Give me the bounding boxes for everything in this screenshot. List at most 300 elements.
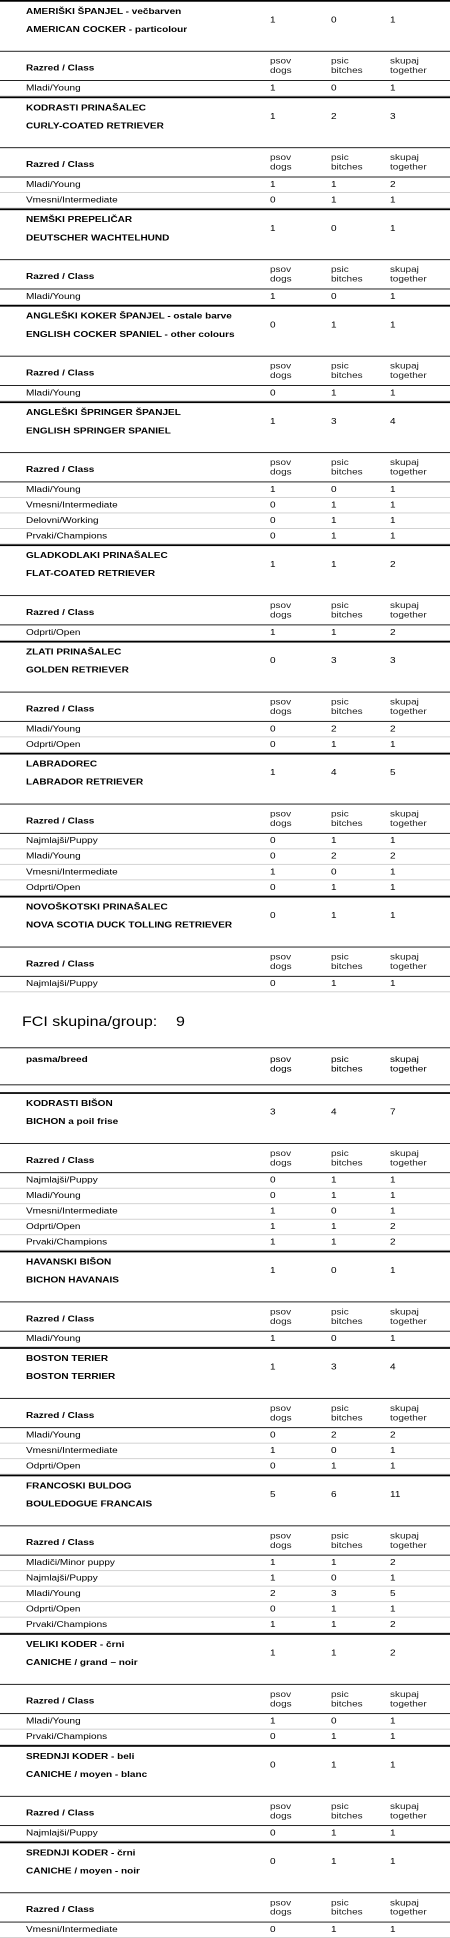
dogs-header: psov dogs: [270, 153, 292, 173]
breed-total: 3: [390, 111, 396, 122]
class-count: 1: [390, 1446, 396, 1456]
breed-total: 4: [390, 416, 396, 427]
group-number: 9: [176, 1014, 185, 1030]
breed-row: [0, 753, 450, 805]
breed-name-english: DEUTSCHER WACHTELHUND: [26, 233, 170, 243]
class-count: 1: [390, 1716, 396, 1727]
class-header-row: [0, 453, 450, 482]
class-count: 1: [270, 1620, 276, 1630]
dogs-header: psov dogs: [270, 1055, 292, 1075]
class-count: 0: [270, 531, 276, 541]
class-count: 1: [270, 1446, 276, 1456]
breed-name-local: SREDNJI KODER - beli: [26, 1751, 135, 1762]
class-count: 1: [390, 836, 396, 846]
class-count: 0: [331, 83, 337, 94]
dogs-header: psov dogs: [270, 1689, 292, 1709]
breed-name-local: AMERIŠKI ŠPANJEL - večbarven: [26, 6, 182, 17]
class-count: 2: [390, 1558, 396, 1568]
breed-total: 1: [390, 1760, 396, 1771]
class-name: Odprti/Open: [26, 739, 81, 750]
breed-total: 3: [331, 1362, 337, 1373]
breed-total: 4: [390, 1362, 396, 1373]
together-header: skupaj together: [390, 1149, 427, 1168]
breed-total: 1: [390, 320, 396, 330]
class-count: 5: [390, 1589, 396, 1599]
breed-name-english: BICHON a poil frise: [26, 1117, 119, 1127]
breed-total: 1: [270, 111, 276, 122]
class-count: 2: [270, 1589, 276, 1599]
class-count: 1: [390, 1604, 396, 1615]
breed-total: 0: [331, 223, 337, 234]
class-row: [0, 1332, 450, 1348]
class-name: Mladi/Young: [26, 1589, 81, 1599]
class-count: 0: [331, 1716, 337, 1727]
breed-name-local: LABRADOREC: [26, 759, 98, 770]
class-name: Vmesni/Intermediate: [26, 1446, 118, 1456]
class-count: 1: [331, 531, 337, 541]
breed-name-local: NEMŠKI PREPELIČAR: [26, 215, 133, 225]
breed-row: [0, 305, 450, 357]
bitches-header: psic bitches: [331, 458, 363, 478]
bitches-header: psic bitches: [331, 1307, 363, 1327]
class-count: 2: [390, 1620, 396, 1630]
breed-row: [0, 1745, 450, 1797]
class-count: 1: [390, 1573, 396, 1584]
class-row: [0, 1571, 450, 1587]
class-header-row: [0, 260, 450, 289]
dogs-header: psov dogs: [270, 697, 292, 717]
together-header: skupaj together: [390, 458, 427, 478]
together-header: skupaj together: [390, 697, 427, 717]
breed-header-label: pasma/breed: [26, 1055, 88, 1065]
class-count: 0: [270, 1604, 276, 1615]
breed-name-english: BOULEDOGUE FRANCAIS: [26, 1499, 153, 1510]
breed-name-english: NOVA SCOTIA DUCK TOLLING RETRIEVER: [26, 920, 233, 931]
together-header: skupaj together: [390, 1055, 427, 1075]
breed-name-local: KODRASTI PRINAŠALEC: [26, 103, 147, 113]
breed-name-english: CANICHE / moyen - blanc: [26, 1770, 148, 1780]
breed-total: 1: [331, 559, 337, 570]
class-row: [0, 977, 450, 993]
class-count: 0: [331, 867, 337, 877]
class-row: [0, 289, 450, 305]
class-count: 1: [331, 882, 337, 893]
breed-name-local: NOVOŠKOTSKI PRINAŠALEC: [26, 902, 168, 913]
class-count: 0: [331, 1206, 337, 1217]
class-name: Mladi/Young: [26, 851, 81, 862]
class-row: [0, 1922, 450, 1938]
breed-name-english: BOSTON TERRIER: [26, 1372, 116, 1382]
dogs-header: psov dogs: [270, 952, 292, 972]
class-count: 1: [331, 1732, 337, 1742]
class-count: 1: [331, 1604, 337, 1615]
class-count: 1: [390, 291, 396, 302]
class-count: 1: [331, 500, 337, 510]
class-count: 1: [270, 291, 276, 302]
breed-total: 2: [331, 111, 337, 122]
bitches-header: psic bitches: [331, 1149, 363, 1168]
breed-total: 1: [270, 1362, 276, 1373]
class-name: Odprti/Open: [26, 1222, 81, 1232]
dogs-header: psov dogs: [270, 1149, 292, 1168]
together-header: skupaj together: [390, 265, 427, 285]
bitches-header: psic bitches: [331, 361, 363, 381]
class-row: [0, 1730, 450, 1746]
class-name: Mladiči/Minor puppy: [26, 1558, 115, 1568]
breed-name-local: ZLATI PRINAŠALEC: [26, 647, 122, 658]
breed-name-local: GLADKODLAKI PRINAŠALEC: [26, 551, 168, 561]
class-header-row: [0, 1685, 450, 1714]
class-header-label: Razred / Class: [26, 1155, 95, 1166]
bitches-header: psic bitches: [331, 1689, 363, 1709]
class-count: 2: [331, 724, 337, 734]
class-header-label: Razred / Class: [26, 465, 95, 475]
dogs-header: psov dogs: [270, 1801, 292, 1821]
together-header: skupaj together: [390, 361, 427, 381]
class-name: Prvaki/Champions: [26, 1237, 108, 1248]
breed-name-english: CURLY-COATED RETRIEVER: [26, 121, 164, 131]
class-row: [0, 1556, 450, 1572]
class-name: Najmlajši/Puppy: [26, 1828, 98, 1839]
breed-row: [0, 1251, 450, 1303]
class-row: [0, 193, 450, 209]
breed-total: 1: [270, 768, 276, 778]
class-header-row: [0, 596, 450, 625]
breed-total: 0: [331, 1266, 337, 1276]
dogs-header: psov dogs: [270, 458, 292, 478]
class-count: 1: [331, 1558, 337, 1568]
class-name: Mladi/Young: [26, 1716, 81, 1727]
class-count: 1: [270, 1222, 276, 1232]
class-row: [0, 1444, 450, 1460]
breed-name-english: CANICHE / moyen - noir: [26, 1866, 140, 1876]
breed-row: [0, 896, 450, 948]
class-count: 1: [331, 627, 337, 638]
class-count: 1: [331, 180, 337, 190]
class-row: [0, 1235, 450, 1251]
breed-total: 0: [270, 1760, 276, 1771]
breed-total: 7: [390, 1107, 396, 1118]
breed-total: 1: [270, 416, 276, 427]
class-name: Mladi/Young: [26, 83, 81, 94]
breed-row: [0, 208, 450, 260]
breed-total: 1: [270, 1648, 276, 1659]
class-count: 0: [270, 851, 276, 862]
class-count: 1: [390, 1175, 396, 1186]
class-count: 1: [390, 195, 396, 205]
breed-name-local: FRANCOSKI BULDOG: [26, 1481, 132, 1491]
breed-total: 11: [390, 1490, 401, 1500]
class-row: [0, 737, 450, 753]
class-name: Mladi/Young: [26, 1430, 81, 1441]
class-row: [0, 1459, 450, 1475]
together-header: skupaj together: [390, 1307, 427, 1327]
breed-header-row: [0, 1047, 450, 1085]
breed-name-english: ENGLISH COCKER SPANIEL - other colours: [26, 329, 235, 340]
class-header-row: [0, 1893, 450, 1922]
class-row: [0, 386, 450, 402]
class-header-row: [0, 1302, 450, 1331]
class-row: [0, 722, 450, 738]
class-header-row: [0, 52, 450, 81]
class-count: 0: [270, 1430, 276, 1441]
breed-total: 5: [390, 768, 396, 778]
class-name: Mladi/Young: [26, 388, 81, 398]
breed-total: 1: [331, 1857, 337, 1867]
class-count: 1: [390, 979, 396, 989]
class-row: [0, 1189, 450, 1205]
class-header-label: Razred / Class: [26, 368, 95, 379]
class-row: [0, 1602, 450, 1618]
class-name: Vmesni/Intermediate: [26, 1925, 118, 1935]
section-group-9: [0, 1092, 450, 1938]
class-count: 1: [331, 1925, 337, 1935]
breed-row: [0, 1475, 450, 1527]
breed-total: 3: [390, 656, 396, 666]
breed-row: [0, 0, 450, 52]
class-row: [0, 834, 450, 850]
class-header-label: Razred / Class: [26, 608, 95, 618]
class-count: 1: [390, 1191, 396, 1201]
class-name: Odprti/Open: [26, 882, 81, 893]
class-header-label: Razred / Class: [26, 816, 95, 827]
class-count: 1: [331, 1222, 337, 1232]
class-row: [0, 1428, 450, 1444]
class-count: 2: [390, 851, 396, 862]
breed-name-local: ANGLEŠKI ŠPRINGER ŠPANJEL: [26, 408, 181, 418]
bitches-header: psic bitches: [331, 697, 363, 717]
breed-row: [0, 544, 450, 596]
class-row: [0, 529, 450, 545]
class-count: 1: [331, 388, 337, 398]
breed-total: 0: [270, 1857, 276, 1867]
class-count: 1: [270, 627, 276, 638]
breed-total: 1: [390, 1857, 396, 1867]
breed-row: [0, 401, 450, 453]
breed-name-english: BICHON HAVANAIS: [26, 1275, 119, 1286]
breed-total: 2: [390, 559, 396, 570]
class-count: 2: [390, 1222, 396, 1232]
class-count: 1: [331, 515, 337, 526]
bitches-header: psic bitches: [331, 153, 363, 173]
class-count: 1: [270, 1237, 276, 1248]
breed-total: 0: [270, 320, 276, 330]
class-row: [0, 177, 450, 193]
class-count: 0: [270, 739, 276, 750]
together-header: skupaj together: [390, 1689, 427, 1709]
class-count: 0: [270, 882, 276, 893]
bitches-header: psic bitches: [331, 265, 363, 285]
class-name: Mladi/Young: [26, 291, 81, 302]
class-name: Mladi/Young: [26, 180, 81, 190]
bitches-header: psic bitches: [331, 1898, 363, 1918]
class-count: 1: [331, 1237, 337, 1248]
class-count: 0: [270, 388, 276, 398]
class-row: [0, 849, 450, 865]
class-count: 0: [270, 195, 276, 205]
class-count: 0: [270, 1175, 276, 1186]
class-name: Delovni/Working: [26, 515, 99, 526]
class-count: 1: [331, 1620, 337, 1630]
breed-total: 6: [331, 1490, 337, 1500]
breed-name-english: ENGLISH SPRINGER SPANIEL: [26, 426, 171, 436]
bitches-header: psic bitches: [331, 1403, 363, 1423]
class-count: 0: [270, 836, 276, 846]
class-name: Odprti/Open: [26, 1461, 81, 1472]
class-header-row: [0, 148, 450, 177]
class-name: Mladi/Young: [26, 1334, 81, 1344]
class-name: Najmlajši/Puppy: [26, 836, 98, 846]
class-count: 1: [331, 1461, 337, 1472]
dogs-header: psov dogs: [270, 56, 292, 76]
class-header-row: [0, 947, 450, 976]
breed-name-english: LABRADOR RETRIEVER: [26, 777, 144, 788]
class-name: Najmlajši/Puppy: [26, 1573, 98, 1584]
class-count: 1: [390, 867, 396, 877]
breed-name-english: FLAT-COATED RETRIEVER: [26, 569, 156, 579]
class-count: 0: [270, 1732, 276, 1742]
class-count: 1: [390, 1925, 396, 1935]
breed-total: 3: [270, 1107, 276, 1118]
class-header-row: [0, 804, 450, 833]
class-count: 1: [270, 867, 276, 877]
class-count: 1: [390, 1732, 396, 1742]
breed-total: 5: [270, 1490, 276, 1500]
class-name: Najmlajši/Puppy: [26, 979, 98, 989]
bitches-header: psic bitches: [331, 1531, 363, 1551]
class-name: Odprti/Open: [26, 1604, 81, 1615]
bitches-header: psic bitches: [331, 952, 363, 972]
class-name: Prvaki/Champions: [26, 1732, 108, 1742]
class-count: 0: [270, 979, 276, 989]
dogs-header: psov dogs: [270, 1898, 292, 1918]
class-row: [0, 1618, 450, 1634]
class-count: 1: [390, 83, 396, 94]
together-header: skupaj together: [390, 1403, 427, 1423]
breed-name-local: BOSTON TERIER: [26, 1354, 109, 1364]
class-name: Prvaki/Champions: [26, 1620, 108, 1630]
class-row: [0, 482, 450, 498]
breed-total: 1: [270, 223, 276, 234]
class-row: [0, 625, 450, 641]
breed-name-local: KODRASTI BIŠON: [26, 1099, 113, 1109]
dogs-header: psov dogs: [270, 1307, 292, 1327]
class-count: 1: [270, 1558, 276, 1568]
breed-total: 4: [331, 1107, 337, 1118]
breed-total: 1: [331, 320, 337, 330]
breed-total: 0: [331, 15, 337, 25]
class-header-row: [0, 1797, 450, 1826]
class-count: 0: [270, 1191, 276, 1201]
class-header-label: Razred / Class: [26, 1696, 95, 1707]
class-count: 2: [390, 1430, 396, 1441]
class-count: 0: [270, 500, 276, 510]
class-name: Odprti/Open: [26, 627, 81, 638]
breed-row: [0, 1842, 450, 1894]
breed-name-english: AMERICAN COCKER - particolour: [26, 24, 188, 35]
breed-name-local: ANGLEŠKI KOKER ŠPANJEL - ostale barve: [26, 311, 232, 322]
breed-name-english: CANICHE / grand – noir: [26, 1658, 138, 1668]
class-header-label: Razred / Class: [26, 959, 95, 969]
class-count: 0: [331, 291, 337, 302]
breed-row: [0, 1092, 450, 1144]
dogs-header: psov dogs: [270, 1531, 292, 1551]
class-count: 1: [270, 83, 276, 94]
class-header-label: Razred / Class: [26, 1808, 95, 1819]
class-count: 2: [390, 1237, 396, 1248]
dogs-header: psov dogs: [270, 601, 292, 621]
class-count: 1: [270, 1206, 276, 1217]
class-count: 2: [390, 724, 396, 734]
class-name: Vmesni/Intermediate: [26, 195, 118, 205]
class-name: Mladi/Young: [26, 724, 81, 734]
class-count: 1: [331, 195, 337, 205]
group-title: FCI skupina/group:: [22, 1014, 158, 1030]
class-count: 1: [390, 739, 396, 750]
class-header-row: [0, 693, 450, 722]
class-count: 1: [390, 1206, 396, 1217]
breed-total: 3: [331, 416, 337, 427]
class-count: 0: [270, 515, 276, 526]
class-count: 0: [270, 1828, 276, 1839]
class-count: 1: [331, 836, 337, 846]
class-count: 1: [390, 1461, 396, 1472]
class-count: 0: [331, 1446, 337, 1456]
breed-row: [0, 96, 450, 148]
breed-name-local: SREDNJI KODER - črni: [26, 1848, 136, 1858]
class-row: [0, 81, 450, 97]
together-header: skupaj together: [390, 952, 427, 972]
class-row: [0, 1714, 450, 1730]
breed-total: 0: [270, 656, 276, 666]
breed-row: [0, 641, 450, 693]
class-count: 1: [331, 739, 337, 750]
class-header-label: Razred / Class: [26, 1314, 95, 1324]
breed-total: 1: [270, 15, 276, 25]
together-header: skupaj together: [390, 153, 427, 173]
class-row: [0, 865, 450, 881]
class-header-label: Razred / Class: [26, 1410, 95, 1421]
class-count: 1: [390, 515, 396, 526]
class-row: [0, 1204, 450, 1220]
breed-name-local: VELIKI KODER - črni: [26, 1639, 125, 1650]
class-header-row: [0, 1526, 450, 1555]
class-header-label: Razred / Class: [26, 704, 95, 715]
together-header: skupaj together: [390, 809, 427, 829]
class-count: 2: [390, 180, 396, 190]
class-name: Mladi/Young: [26, 1191, 81, 1201]
class-count: 1: [331, 1828, 337, 1839]
breed-total: 1: [390, 911, 396, 921]
class-count: 0: [331, 1334, 337, 1344]
class-row: [0, 1220, 450, 1236]
class-count: 1: [270, 1716, 276, 1727]
class-count: 1: [390, 1828, 396, 1839]
together-header: skupaj together: [390, 1898, 427, 1918]
class-row: [0, 498, 450, 514]
breed-total: 1: [331, 911, 337, 921]
breed-name-local: HAVANSKI BIŠON: [26, 1257, 112, 1268]
dogs-header: psov dogs: [270, 265, 292, 285]
class-row: [0, 1587, 450, 1603]
bitches-header: psic bitches: [331, 601, 363, 621]
breed-total: 1: [390, 1266, 396, 1276]
breed-name-english: GOLDEN RETRIEVER: [26, 665, 129, 676]
together-header: skupaj together: [390, 1531, 427, 1551]
dogs-header: psov dogs: [270, 1403, 292, 1423]
dogs-header: psov dogs: [270, 361, 292, 381]
class-count: 1: [390, 531, 396, 541]
